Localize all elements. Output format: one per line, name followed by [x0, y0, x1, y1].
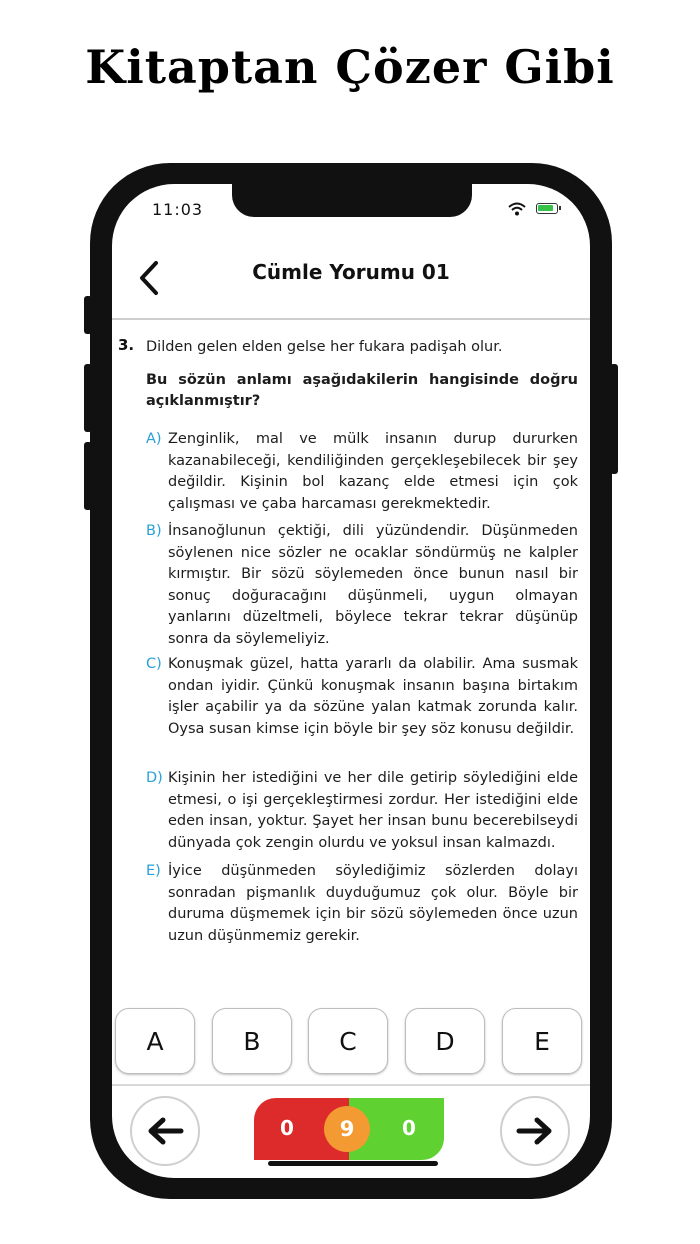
- status-time: 11:03: [152, 200, 204, 219]
- correct-count: 0: [402, 1116, 416, 1140]
- option-b: [146, 521, 578, 651]
- answer-c-button[interactable]: C: [308, 1008, 388, 1074]
- option-letter: A): [146, 431, 162, 447]
- prev-question-button[interactable]: [130, 1096, 200, 1166]
- option-text: Konuşmak güzel, hatta yararlı da olabilir. Ama susmak ondan iyidir. Çünkü konuşmak insanın başına birtakım işler açabilir ya da sözüne yalan katmak zorunda kalır. Oysa susan kimse için böyle bir şey söz konusu değildir.: [168, 656, 578, 737]
- option-e: [146, 861, 578, 947]
- option-text: Zenginlik, mal ve mülk insanın durup dururken kazanabileceği, kendiliğinden gerçekleşebilecek bir şey değildir. Kişinin bol kazanç elde etmesi için çok çalışması ve çaba harcaması gerekmektedir.: [168, 431, 578, 512]
- option-text: Kişinin her istediğini ve her dile getirip söylediğini elde etmesi, o işi gerçekleştirmesi zordur. Her istediğini elde eden insan, yoktur. Şayet her insan bunu becerebilseydi dünyada çok zengin olurdu ve yoksul insan kalmazdı.: [168, 770, 578, 851]
- question-index-badge: 9: [324, 1106, 370, 1152]
- wrong-count: 0: [280, 1116, 294, 1140]
- header-divider: [112, 318, 590, 320]
- option-letter: E): [146, 863, 161, 879]
- score-indicator: [254, 1098, 444, 1160]
- promo-headline: Kitaptan Çözer Gibi: [85, 40, 615, 94]
- page-title: Cümle Yorumu 01: [252, 260, 450, 284]
- phone-screen: [112, 184, 590, 1178]
- option-letter: B): [146, 523, 162, 539]
- wifi-icon: [508, 202, 526, 216]
- option-letter: C): [146, 656, 162, 672]
- home-indicator: [268, 1161, 438, 1166]
- option-c: [146, 654, 578, 740]
- footer-divider: [112, 1084, 590, 1086]
- answer-a-button[interactable]: A: [115, 1008, 195, 1074]
- option-text: İyice düşünmeden söylediğimiz sözlerden dolayı sonradan pişmanlık duyduğumuz çok olur. Böyle bir duruma düşmemek için bir sözü söylemeden önce uzun uzun düşünmemiz gerekir.: [168, 863, 578, 944]
- question-number: 3.: [118, 336, 135, 354]
- answer-e-button[interactable]: E: [502, 1008, 582, 1074]
- option-letter: D): [146, 770, 163, 786]
- option-text: İnsanoğlunun çektiği, dili yüzündendir. Düşünmeden söylenen nice sözler ne ocaklar söndürmüş ne kalpler kırmıştır. Bir sözü söylemeden önce bunun nasıl bir sonuç doğuracağını düşünmeli, uygun olmayan yanlarını düzeltmeli, böylece tekrar tekrar düşünüp sonra da söylemeliyiz.: [168, 523, 578, 647]
- answer-buttons: [112, 1008, 590, 1078]
- notch: [232, 184, 472, 217]
- answer-b-button[interactable]: B: [212, 1008, 292, 1074]
- answer-d-button[interactable]: D: [405, 1008, 485, 1074]
- next-question-button[interactable]: [500, 1096, 570, 1166]
- arrow-right-icon: [515, 1116, 555, 1146]
- option-d: [146, 768, 578, 854]
- arrow-left-icon: [145, 1116, 185, 1146]
- question-stem: Dilden gelen elden gelse her fukara padişah olur.: [146, 339, 503, 355]
- option-a: [146, 429, 578, 515]
- battery-icon: [536, 203, 558, 214]
- question-prompt: Bu sözün anlamı aşağıdakilerin hangisinde doğru açıklanmıştır?: [146, 372, 578, 409]
